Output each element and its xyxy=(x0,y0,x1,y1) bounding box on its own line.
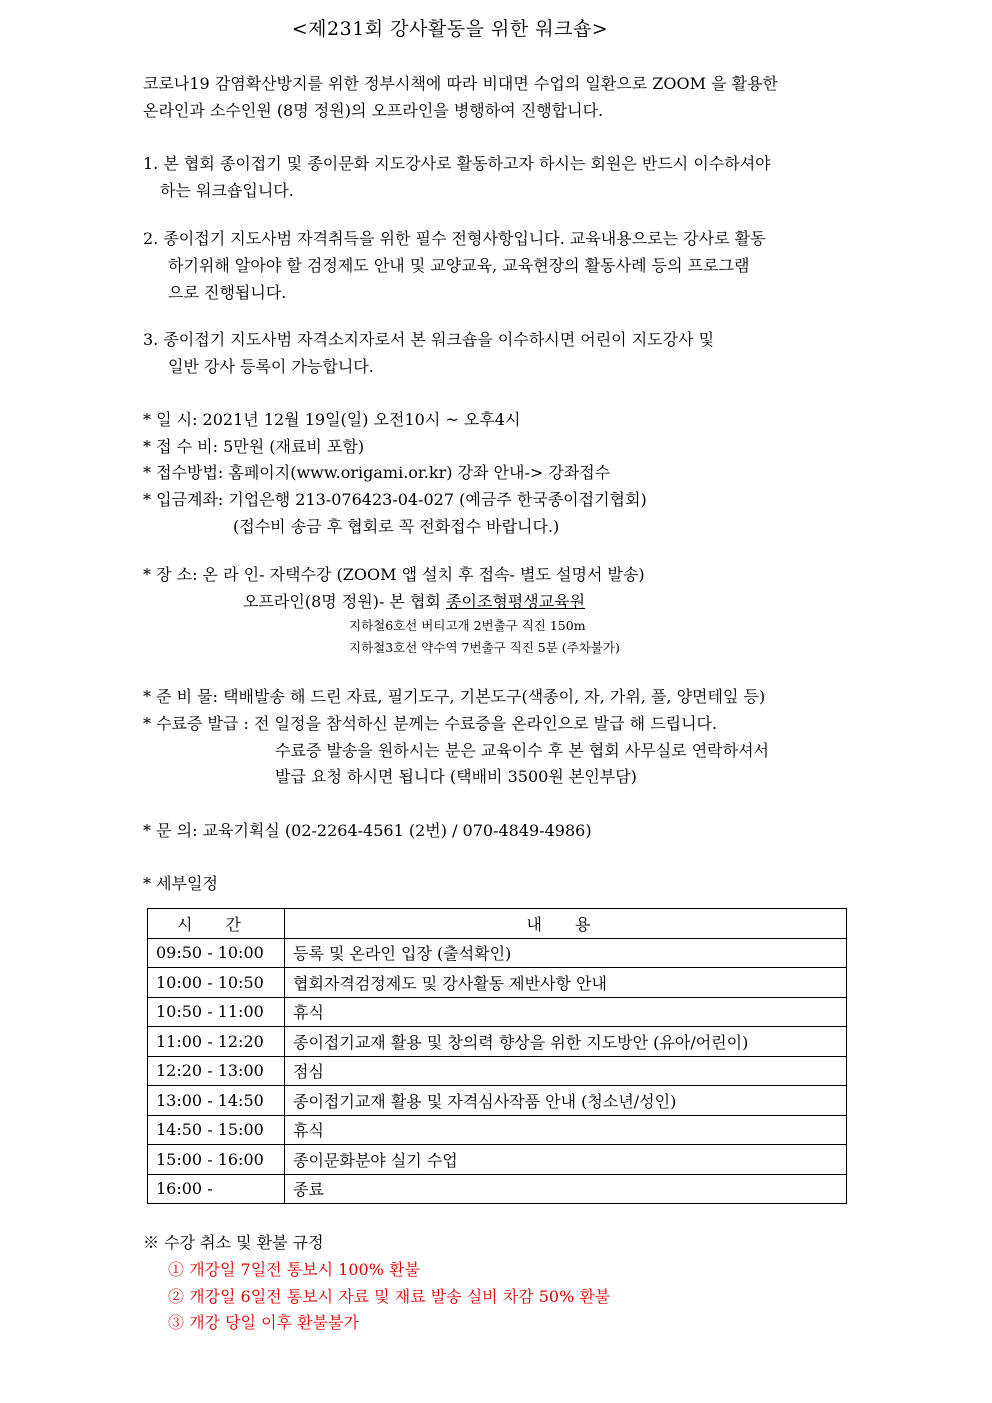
table-row xyxy=(148,1086,847,1116)
table-row xyxy=(148,968,847,998)
row-time: 11:00 - 12:20 xyxy=(148,1027,285,1057)
info-fee: * 접 수 비: 5만원 (재료비 포함) xyxy=(143,437,365,456)
row-content: 종이문화분야 실기 수업 xyxy=(285,1145,847,1175)
table-row xyxy=(148,997,847,1027)
row-content: 종이접기교재 활용 및 창의력 향상을 위한 지도방안 (유아/어린이) xyxy=(285,1027,847,1057)
info-certificate-note-2: 발급 요청 하시면 됩니다 (택배비 3500원 본인부담) xyxy=(275,767,637,786)
item-3-line-1: 3. 종이접기 지도사범 자격소지자로서 본 워크숍을 이수하시면 어린이 지도강사 및 xyxy=(143,330,715,349)
place-offline-prefix: 오프라인(8명 정원)- 본 협회 xyxy=(243,592,446,611)
row-time: 13:00 - 14:50 xyxy=(148,1086,285,1116)
info-contact: * 문 의: 교육기획실 (02-2264-4561 (2번) / 070-4849-4986) xyxy=(143,821,592,840)
row-time: 10:00 - 10:50 xyxy=(148,968,285,998)
table-row xyxy=(148,1027,847,1057)
row-time: 12:20 - 13:00 xyxy=(148,1056,285,1086)
refund-rule-3: ③ 개강 당일 이후 환불불가 xyxy=(168,1313,359,1332)
item-2-line-1: 2. 종이접기 지도사범 자격취득을 위한 필수 전형사항입니다. 교육내용으로는 강사로 활동 xyxy=(143,229,766,248)
table-row xyxy=(148,1174,847,1204)
info-account: * 입금계좌: 기업은행 213-076423-04-027 (예금주 한국종이접기협회) xyxy=(143,490,647,509)
info-place-offline xyxy=(243,591,585,613)
row-content: 휴식 xyxy=(285,997,847,1027)
table-row xyxy=(148,1056,847,1086)
header-time: 시 간 xyxy=(148,909,285,939)
table-row xyxy=(148,1145,847,1175)
refund-rule-1: ① 개강일 7일전 통보시 100% 환불 xyxy=(168,1260,420,1279)
row-content: 종이접기교재 활용 및 자격심사작품 안내 (청소년/성인) xyxy=(285,1086,847,1116)
refund-rule-2: ② 개강일 6일전 통보시 자료 및 재료 발송 실비 차감 50% 환불 xyxy=(168,1287,611,1306)
row-content: 휴식 xyxy=(285,1115,847,1145)
row-time: 16:00 - xyxy=(148,1174,285,1204)
row-time: 10:50 - 11:00 xyxy=(148,997,285,1027)
info-method: * 접수방법: 홈페이지(www.origami.or.kr) 강좌 안내-> 강좌접수 xyxy=(143,463,611,482)
intro-line-2: 온라인과 소수인원 (8명 정원)의 오프라인을 병행하여 진행합니다. xyxy=(143,101,604,120)
info-subway-2: 지하철3호선 약수역 7번출구 직진 5분 (주차불가) xyxy=(349,640,620,655)
info-place-online: * 장 소: 온 라 인- 자택수강 (ZOOM 앱 설치 후 접속- 별도 설명서 발송) xyxy=(143,565,645,584)
row-content: 종료 xyxy=(285,1174,847,1204)
row-time: 09:50 - 10:00 xyxy=(148,938,285,968)
header-content: 내 용 xyxy=(285,909,847,939)
row-content: 등록 및 온라인 입장 (출석확인) xyxy=(285,938,847,968)
schedule-table xyxy=(147,908,847,1204)
item-2-line-2: 하기위해 알아야 할 검정제도 안내 및 교양교육, 교육현장의 활동사례 등의 프로그램 xyxy=(168,256,750,275)
item-1-line-1: 1. 본 협회 종이접기 및 종이문화 지도강사로 활동하고자 하시는 회원은 반드시 이수하셔야 xyxy=(143,154,771,173)
row-content: 협회자격검정제도 및 강사활동 제반사항 안내 xyxy=(285,968,847,998)
document-title: <제231회 강사활동을 위한 워크숍> xyxy=(291,18,609,40)
info-date: * 일 시: 2021년 12월 19일(일) 오전10시 ~ 오후4시 xyxy=(143,410,521,429)
schedule-header-row xyxy=(148,909,847,939)
row-time: 14:50 - 15:00 xyxy=(148,1115,285,1145)
refund-title: ※ 수강 취소 및 환불 규정 xyxy=(143,1233,324,1252)
info-account-note: (접수비 송금 후 협회로 꼭 전화접수 바랍니다.) xyxy=(233,517,560,536)
item-2-line-3: 으로 진행됩니다. xyxy=(168,283,287,302)
place-offline-venue: 종이조형평생교육원 xyxy=(445,592,586,611)
row-time: 15:00 - 16:00 xyxy=(148,1145,285,1175)
row-content: 점심 xyxy=(285,1056,847,1086)
info-subway-1: 지하철6호선 버티고개 2번출구 직진 150m xyxy=(349,618,586,633)
table-row xyxy=(148,1115,847,1145)
info-supplies: * 준 비 물: 택배발송 해 드린 자료, 필기도구, 기본도구(색종이, 자, 가위, 풀, 양면테잎 등) xyxy=(143,687,766,706)
item-1-line-2: 하는 워크숍입니다. xyxy=(160,181,294,200)
item-3-line-2: 일반 강사 등록이 가능합니다. xyxy=(168,357,374,376)
schedule-label: * 세부일정 xyxy=(143,874,218,893)
intro-line-1: 코로나19 감염확산방지를 위한 정부시책에 따라 비대면 수업의 일환으로 ZOOM 을 활용한 xyxy=(143,74,779,93)
info-certificate-note-1: 수료증 발송을 원하시는 분은 교육이수 후 본 협회 사무실로 연락하셔서 xyxy=(275,741,769,760)
info-certificate: * 수료증 발급 : 전 일정을 참석하신 분께는 수료증을 온라인으로 발급 해 드립니다. xyxy=(143,714,718,733)
table-row xyxy=(148,938,847,968)
